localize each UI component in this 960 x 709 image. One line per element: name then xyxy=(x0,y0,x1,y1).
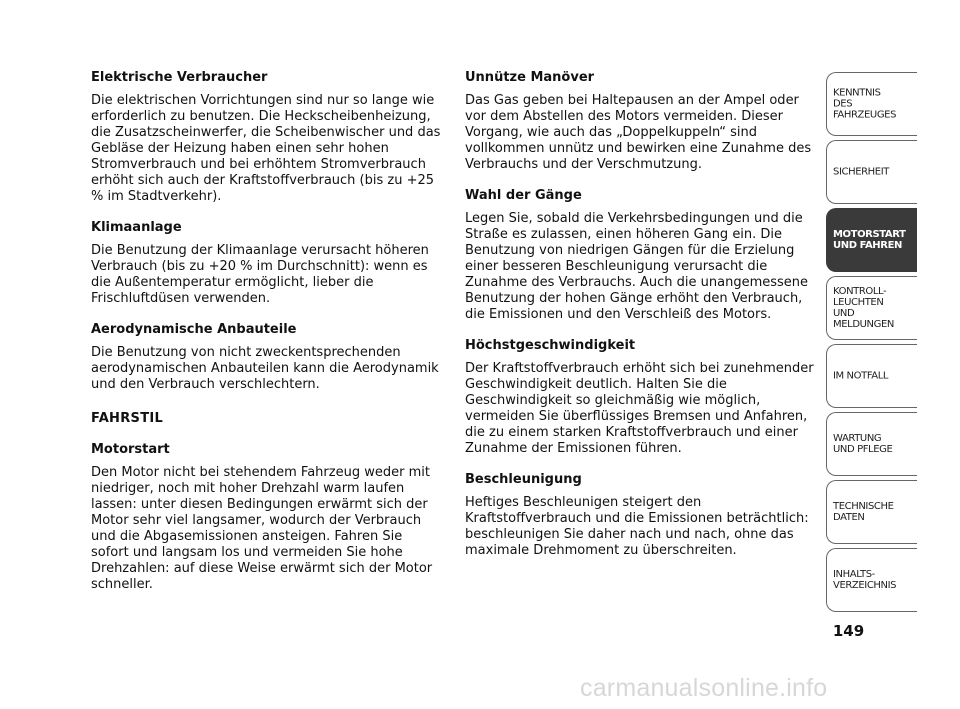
chapter-tab-nav xyxy=(826,72,917,616)
section-paragraph: Den Motor nicht bei stehendem Fahrzeug weder mit niedriger, noch mit hoher Drehzahl warm laufen lassen: unter diesen Bedingungen erwärmt sich der Motor sehr viel langsamer, wodurch der Verbrauch und die Abgasemissionen ansteigen. Fahren Sie sofort und langsam los und vermeiden Sie hohe Drehzahlen: auf diese Weise erwärmt sich der Motor schneller. xyxy=(91,465,433,592)
section-heading: Klimaanlage xyxy=(91,220,182,235)
right-column xyxy=(465,70,817,574)
tab-wartung-und-pflege[interactable] xyxy=(826,412,917,476)
section-paragraph: Heftiges Beschleunigen steigert den Kraftstoffverbrauch und die Emissionen beträchtlich: beschleunigen Sie daher nach und nach, ohne das maximale Drehmoment zu überschreiten. xyxy=(465,495,809,558)
section-heading: Motorstart xyxy=(91,442,170,457)
chapter-title: FAHRSTIL xyxy=(91,411,164,426)
tab-inhaltsverzeichnis[interactable] xyxy=(826,548,917,612)
tab-label: IM NOTFALL xyxy=(833,370,889,382)
section-paragraph: Das Gas geben bei Haltepausen an der Ampel oder vor dem Abstellen des Motors vermeiden. Dieser Vorgang, wie auch das „Doppelkuppeln“ sind vollkommen unnütz und bewirken eine Zunahme des Verbrauchs und der Verschmutzung. xyxy=(465,93,812,172)
tab-label: TECHNISCHE DATEN xyxy=(833,501,894,523)
tab-kenntnis-des-fahrzeuges[interactable] xyxy=(826,72,917,136)
tab-label: WARTUNG UND PFLEGE xyxy=(833,433,893,455)
section-heading: Beschleunigung xyxy=(465,472,582,487)
tab-label: KENNTNIS DES FAHRZEUGES xyxy=(833,87,897,121)
section-heading: Elektrische Verbraucher xyxy=(91,70,268,85)
section-paragraph: Die Benutzung der Klimaanlage verursacht höheren Verbrauch (bis zu +20 % im Durchschnitt): wenn es die Außentemperatur ermöglicht, lieber die Frischluftdüsen verwenden. xyxy=(91,243,429,306)
section-paragraph: Die Benutzung von nicht zweckentsprechenden aerodynamischen Anbauteilen kann die Aerodynamik und den Verbrauch verschlechtern. xyxy=(91,345,439,392)
page-number: 149 xyxy=(832,622,865,640)
section-heading: Unnütze Manöver xyxy=(465,70,595,85)
tab-label: MOTORSTART UND FAHREN xyxy=(833,229,906,251)
section-heading: Höchstgeschwindigkeit xyxy=(465,338,636,353)
left-column xyxy=(91,70,443,608)
tab-label: INHALTS- VERZEICHNIS xyxy=(833,569,897,591)
section-paragraph: Die elektrischen Vorrichtungen sind nur so lange wie erforderlich zu benutzen. Die Heckscheibenheizung, die Zusatzscheinwerfer, die Scheibenwischer und das Gebläse der Heizung haben einen sehr hohen Stromverbrauch und bei erhöhtem Stromverbrauch erhöht sich auch der Kraftstoffverbrauch (bis zu +25 % im Stadtverkehr). xyxy=(91,93,441,204)
section-paragraph: Legen Sie, sobald die Verkehrsbedingungen und die Straße es zulassen, einen höheren Gang ein. Die Benutzung von niedrigen Gängen für die Erzielung einer besseren Beschleunigung verursacht die Zunahme des Verbrauchs. Auch die unangemessene Benutzung der hohen Gänge erhöht den Verbrauch, die Emissionen und den Verschleiß des Motors. xyxy=(465,211,809,322)
tab-im-notfall[interactable] xyxy=(826,344,917,408)
watermark: carmanualsonline.info xyxy=(580,674,828,702)
tab-kontrollleuchten-und-meldungen[interactable] xyxy=(826,276,917,340)
tab-technische-daten[interactable] xyxy=(826,480,917,544)
section-heading: Aerodynamische Anbauteile xyxy=(91,322,297,337)
tab-label: SICHERHEIT xyxy=(833,166,889,178)
tab-label: KONTROLL- LEUCHTEN UND MELDUNGEN xyxy=(833,286,894,330)
section-heading: Wahl der Gänge xyxy=(465,188,582,203)
tab-motorstart-und-fahren[interactable] xyxy=(826,208,917,272)
section-paragraph: Der Kraftstoffverbrauch erhöht sich bei zunehmender Geschwindigkeit deutlich. Halten Sie die Geschwindigkeit so gleichmäßig wie möglich, vermeiden Sie überflüssiges Bremsen und Anfahren, die zu einem starken Kraftstoffverbrauch und einer Zunahme der Emissionen führen. xyxy=(465,361,814,456)
tab-sicherheit[interactable] xyxy=(826,140,917,204)
